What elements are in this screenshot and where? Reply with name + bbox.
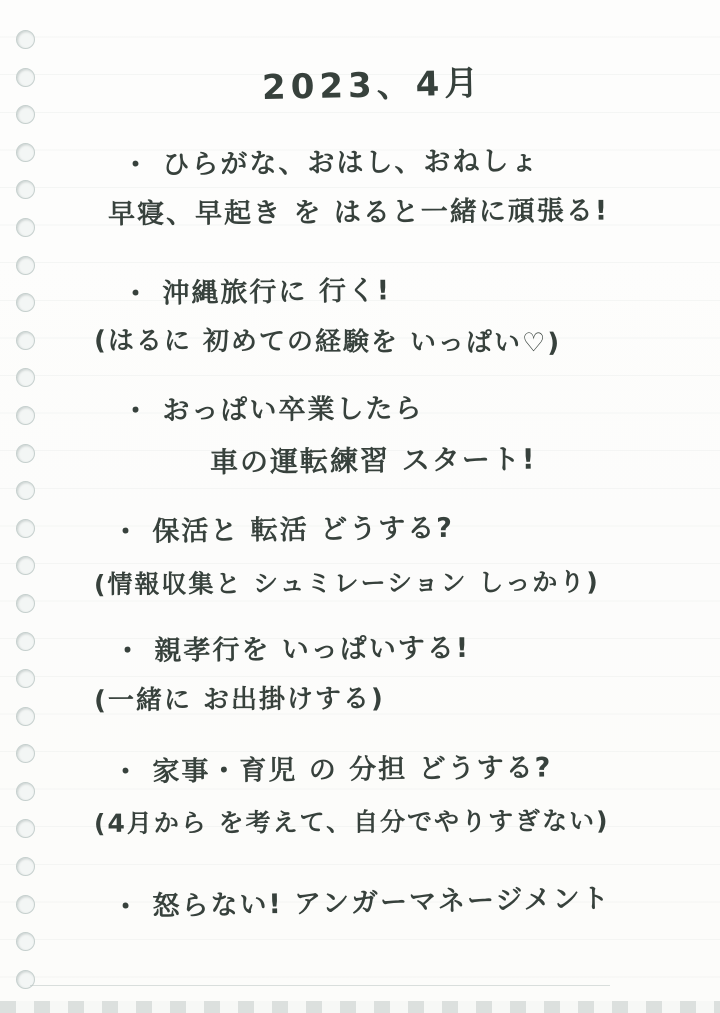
punch-hole (16, 331, 35, 350)
punch-hole (16, 256, 35, 275)
punch-hole (16, 444, 35, 463)
punch-hole (16, 406, 35, 425)
punch-hole (16, 368, 35, 387)
entry-2-line-1: ・ 沖縄旅行に 行く! (121, 275, 392, 310)
entry-7-line-1: ・ 怒らない! アンガーマネージメント (111, 883, 611, 923)
punch-hole (16, 218, 35, 237)
ruled-line (30, 985, 610, 986)
punch-hole (16, 632, 35, 651)
punch-hole (16, 669, 35, 688)
punch-hole (16, 556, 35, 575)
entry-4-line-2: (情報収集と シュミレーション しっかり) (93, 567, 600, 599)
punch-hole (16, 143, 35, 162)
note-title: 2023、4月 (261, 63, 484, 108)
punch-hole (16, 594, 35, 613)
punch-hole (16, 481, 35, 500)
entry-2-line-2: (はるに 初めての経験を いっぱい♡) (93, 326, 562, 359)
punch-hole (16, 782, 35, 801)
entry-4-line-1: ・ 保活と 転活 どうする? (111, 512, 455, 548)
entry-5-line-2: (一緒に お出掛けする) (93, 683, 385, 716)
entry-3-line-2: 車の運転練習 スタート! (209, 442, 537, 479)
punch-hole (16, 857, 35, 876)
hole-strip (16, 30, 35, 989)
punch-hole (16, 895, 35, 914)
punch-hole (16, 819, 35, 838)
punch-hole (16, 68, 35, 87)
punch-hole (16, 707, 35, 726)
entry-3-line-1: ・ おっぱい卒業したら (121, 393, 424, 427)
entry-5-line-1: ・ 親孝行を いっぱいする! (113, 632, 471, 667)
scan-shadow-edge (0, 1001, 720, 1013)
punch-hole (16, 519, 35, 538)
punch-hole (16, 105, 35, 124)
entry-6-line-1: ・ 家事・育児 の 分担 どうする? (111, 752, 553, 788)
punch-hole (16, 293, 35, 312)
entry-6-line-2: (4月から を考えて、自分でやりすぎない) (93, 806, 610, 838)
punch-hole (16, 744, 35, 763)
entry-1-line-2: 早寝、早起き を はると一緒に頑張る! (107, 195, 610, 230)
punch-hole (16, 30, 35, 49)
entry-1-line-1: ・ ひらがな、おはし、おねしょ (121, 145, 540, 181)
punch-hole (16, 180, 35, 199)
punch-hole (16, 932, 35, 951)
